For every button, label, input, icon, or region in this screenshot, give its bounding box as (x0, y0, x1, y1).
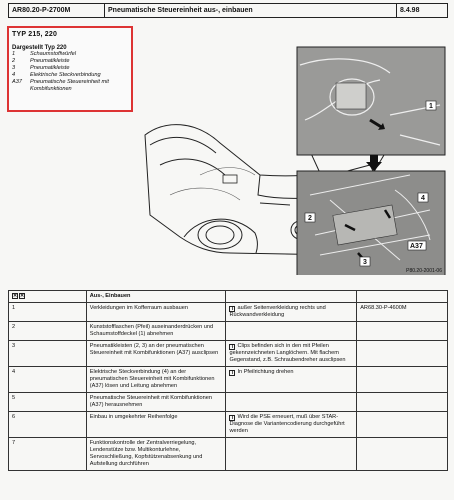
info-icon: i (229, 306, 235, 312)
parts-legend-box (7, 26, 133, 112)
part-number: 1 (12, 51, 16, 57)
step-number: 6 (9, 412, 87, 438)
step-note (226, 322, 357, 341)
cross-icon: ✕ (13, 293, 18, 299)
part-description: Pneumatische Steuereinheit mit Kombifunktionen (30, 79, 109, 92)
step-description: Pneumatikleisten (2, 3) an der pneumatischen Steuereinheit mit Kombifunktionen (A37) ausclipsen (86, 341, 226, 367)
step-note (226, 393, 357, 412)
info-icon: i (229, 344, 235, 350)
note-text: Wird die PSE erneuert, muß über STAR-Diagnose die Variantencodierung durchgeführt werden (229, 414, 345, 434)
table-header-row (9, 291, 448, 303)
part-number: A37 (12, 79, 22, 85)
step-reference (357, 393, 448, 412)
car-trunk-illustration (140, 25, 446, 275)
step-reference (357, 341, 448, 367)
step-description: Verkleidungen im Kofferraum ausbauen (86, 303, 226, 322)
table-row (9, 367, 448, 393)
label-1: 1 (429, 103, 433, 110)
step-description: Pneumatische Steuereinheit mit Kombifunktionen (A37) herausnehmen (86, 393, 226, 412)
illustration (140, 25, 446, 275)
document-header (8, 3, 448, 18)
table-row (9, 322, 448, 341)
parts-title: Dargestellt Typ 220 (12, 45, 67, 51)
parts-list-item (12, 72, 128, 79)
step-reference: AR68.30-P-4600M (357, 303, 448, 322)
step-number: 1 (9, 303, 87, 322)
step-note (226, 412, 357, 438)
step-reference (357, 412, 448, 438)
label-3: 3 (363, 259, 367, 266)
step-number: 2 (9, 322, 87, 341)
part-description: Pneumatikleiste (30, 58, 70, 64)
table-row (9, 438, 448, 471)
step-note (226, 303, 357, 322)
table-row (9, 341, 448, 367)
step-description: Einbau in umgekehrter Reihenfolge (86, 412, 226, 438)
label-2: 2 (308, 215, 312, 222)
figure-reference: P80.20-2001-06 (406, 268, 442, 274)
step-description: Kunststofflaschen (Pfeil) auseinanderdrücken und Schaumstoffdeckel (1) abnehmen (86, 322, 226, 341)
step-reference (357, 322, 448, 341)
step-note (226, 438, 357, 471)
cross-icon: ✕ (20, 293, 25, 299)
note-text: Clips befinden sich in den mit Pfeilen gekennzeichneten Langlöchern. Mit flachem Gegenstand, z.B. Schraubendreher ausclipsen (229, 343, 346, 363)
step-note (226, 341, 357, 367)
parts-list-item (12, 58, 128, 65)
note-text: außer Seitenverkleidung rechts und Rückwandverkleidung (229, 305, 326, 318)
part-description: Pneumatikleiste (30, 65, 70, 71)
type-label: TYP 215, 220 (12, 31, 58, 38)
label-4: 4 (421, 195, 425, 202)
step-reference (357, 438, 448, 471)
table-row (9, 303, 448, 322)
label-a37: A37 (410, 243, 423, 250)
step-description: Funktionskontrolle der Zentralverriegelung, Lendenstütze bzw. Multikonturlehne, Servoschließung, Kopfstützenabsenkung und Aufstellung durchführen (86, 438, 226, 471)
parts-list-item (12, 79, 128, 93)
part-description: Elektrische Steckverbindung (30, 72, 101, 78)
part-description: Schaumstoffwürfel (30, 51, 77, 57)
header-icons-cell (9, 291, 87, 303)
part-number: 3 (12, 65, 16, 71)
table-row (9, 412, 448, 438)
step-description: Elektrische Steckverbindung (4) an der pneumatischen Steuereinheit mit Kombifunktionen (A37) lösen und Leitung abnehmen (86, 367, 226, 393)
parts-list-item (12, 65, 128, 72)
doc-number: AR80.20-P-2700M (9, 4, 105, 17)
table-row (9, 393, 448, 412)
step-number: 7 (9, 438, 87, 471)
note-text: In Pfeilrichtung drehen (237, 369, 294, 375)
parts-list (12, 51, 128, 93)
step-note (226, 367, 357, 393)
info-icon: i (229, 415, 235, 421)
step-number: 4 (9, 367, 87, 393)
step-number: 3 (9, 341, 87, 367)
step-reference (357, 367, 448, 393)
procedure-table (8, 290, 448, 471)
doc-title: Pneumatische Steuereinheit aus-, einbauen (105, 4, 397, 17)
step-number: 5 (9, 393, 87, 412)
part-number: 4 (12, 72, 16, 78)
part-number: 2 (12, 58, 16, 64)
parts-list-item (12, 51, 128, 58)
info-icon: i (229, 370, 235, 376)
header-title: Aus-, Einbauen (86, 291, 226, 303)
doc-date: 8.4.98 (400, 7, 420, 14)
